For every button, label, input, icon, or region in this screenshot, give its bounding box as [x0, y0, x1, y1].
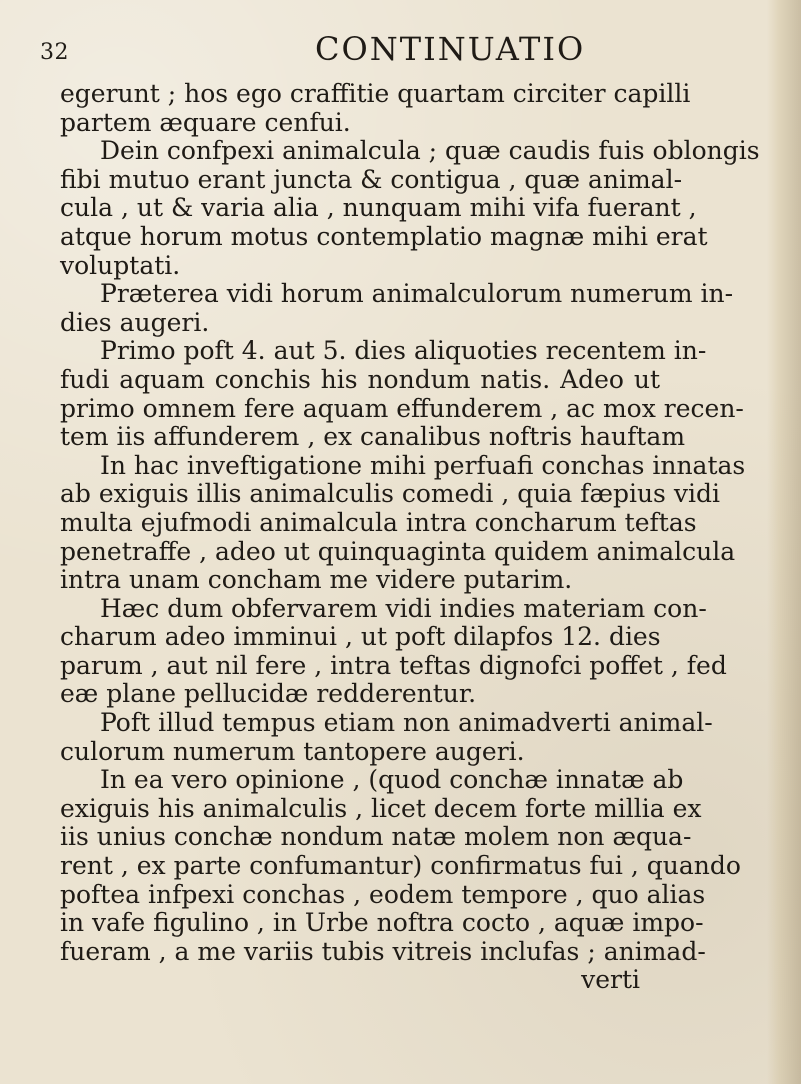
text-line: Poft illud tempus etiam non animadverti animal-	[100, 708, 713, 738]
text-line: multa ejufmodi animalcula intra concharum teftas	[60, 507, 697, 537]
text-line: dies augeri.	[60, 307, 210, 337]
text-line: rent , ex parte confumantur) confirmatus fui , quando	[60, 851, 741, 881]
text-line: Dein confpexi animalcula ; quæ caudis fuis oblongis	[100, 136, 760, 166]
text-line: Hæc dum obfervarem vidi indies materiam con-	[100, 593, 707, 623]
text-line: fibi mutuo erant juncta & contigua , quæ animal-	[60, 164, 683, 194]
text-line: exiguis his animalculis , licet decem forte millia ex	[60, 793, 702, 823]
text-line: iis unius conchæ nondum natæ molem non æqua-	[60, 822, 692, 852]
text-line: tem iis affunderem , ex canalibus noftris hauftam	[60, 422, 686, 452]
text-line: intra unam concham me videre putarim.	[60, 565, 573, 595]
text-line: primo omnem fere aquam effunderem , ac mox recen-	[60, 393, 744, 423]
text-line: In ea vero opinione , (quod conchæ innatæ ab	[100, 765, 684, 795]
text-line: parum , aut nil fere , intra teftas dignofci poffet , fed	[60, 650, 727, 680]
text-line: penetraffe , adeo ut quinquaginta quidem animalcula	[60, 536, 736, 566]
text-line: In hac inveftigatione mihi perfuafi conchas innatas	[100, 450, 746, 480]
text-line: charum adeo imminui , ut poft dilapfos 12. dies	[60, 622, 661, 652]
text-line: eæ plane pellucidæ redderentur.	[60, 679, 477, 709]
page-header	[40, 30, 680, 70]
text-line: Primo poft 4. aut 5. dies aliquoties recentem in-	[100, 336, 707, 366]
text-line: atque horum motus contemplatio magnæ mihi erat	[60, 221, 708, 251]
text-line: cula , ut & varia alia , nunquam mihi vifa fuerant ,	[60, 193, 697, 223]
text-line: fudi aquam conchis his nondum natis. Adeo ut	[60, 364, 660, 394]
catchword: verti	[581, 965, 640, 995]
page-number: 32	[40, 40, 69, 65]
text-line: ab exiguis illis animalculis comedi , quia fæpius vidi	[60, 479, 720, 509]
text-line: partem æquare cenfui.	[60, 107, 351, 137]
running-head: CONTINUATIO	[315, 30, 586, 68]
page-edge-shadow	[767, 0, 801, 1084]
text-line: fueram , a me variis tubis vitreis inclufas ; animad-	[60, 936, 706, 966]
body-text	[60, 79, 760, 995]
text-line: voluptati.	[60, 250, 181, 280]
text-line: culorum numerum tantopere augeri.	[60, 736, 525, 766]
text-line: Præterea vidi horum animalculorum numerum in-	[100, 279, 734, 309]
text-line: in vafe figulino , in Urbe noftra cocto , aquæ impo-	[60, 908, 704, 938]
text-line: poftea infpexi conchas , eodem tempore , quo alias	[60, 879, 706, 909]
text-line: egerunt ; hos ego craffitie quartam circiter capilli	[60, 79, 691, 108]
